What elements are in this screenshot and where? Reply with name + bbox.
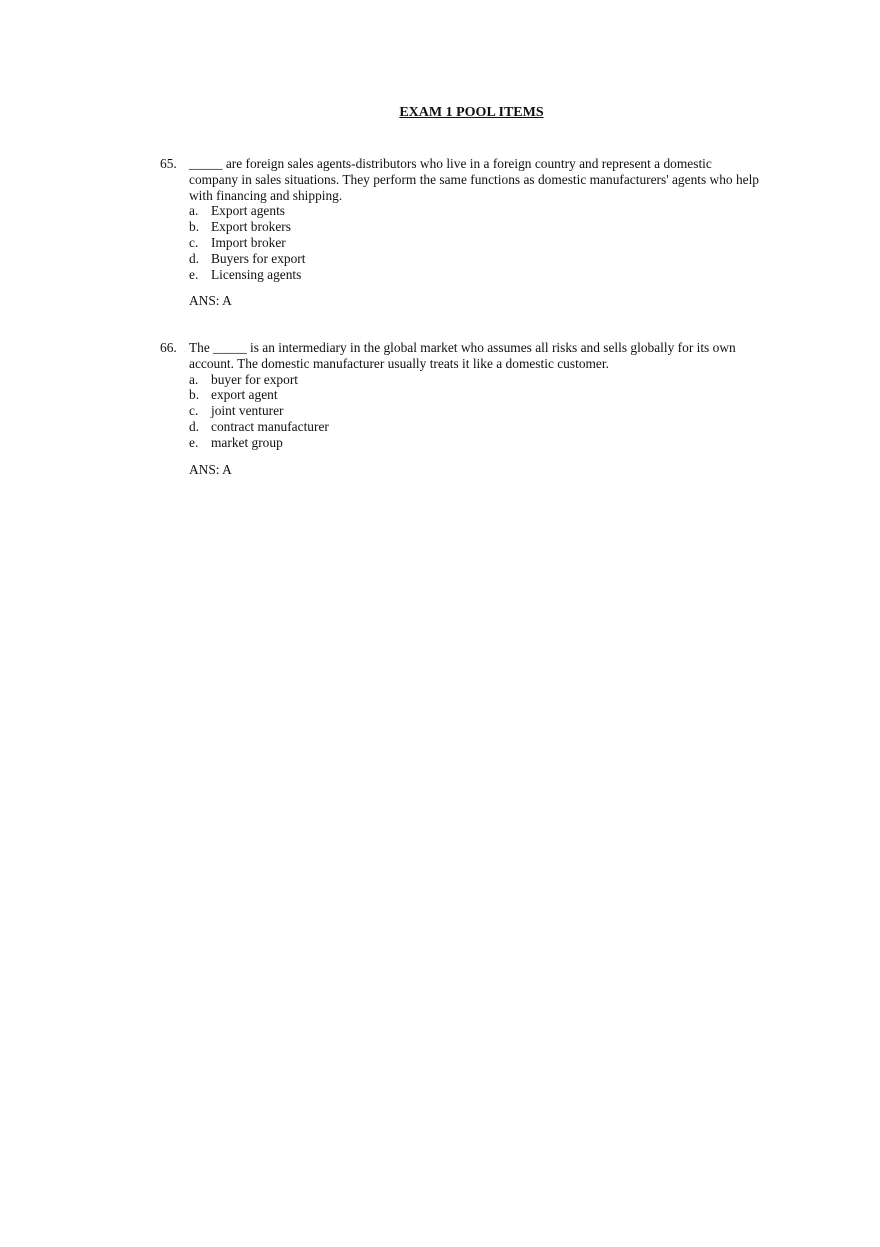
option-b <box>189 387 760 403</box>
option-text: joint venturer <box>211 403 284 419</box>
option-a <box>189 372 760 388</box>
answer-key: ANS: A <box>189 461 232 477</box>
option-c <box>189 403 760 419</box>
option-text: Export agents <box>211 203 286 219</box>
option-letter: a. <box>189 203 199 219</box>
question-number: 65. <box>160 156 177 171</box>
option-text: buyer for export <box>211 371 299 387</box>
option-letter: d. <box>189 418 200 434</box>
option-letter: b. <box>189 219 200 235</box>
document-title: EXAM 1 POOL ITEMS <box>399 105 544 120</box>
question-stem: The _____ is an intermediary in the global market who assumes all risks and sells globally for its own account. The domestic manufacturer usually treats it like a domestic customer. <box>189 340 736 371</box>
option-letter: e. <box>189 434 199 450</box>
answer-key: ANS: A <box>189 293 232 309</box>
question-body <box>189 340 760 477</box>
option-e <box>189 267 760 283</box>
option-text: market group <box>211 434 283 450</box>
option-d <box>189 251 760 267</box>
answer-options <box>189 203 760 282</box>
question-stem: _____ are foreign sales agents-distributors who live in a foreign country and represent a domestic company in sales situations. They perform the same functions as domestic manufacturers' agents who help with financing and shipping. <box>189 156 760 203</box>
option-d <box>189 419 760 435</box>
question-body <box>189 156 760 309</box>
option-text: Export brokers <box>211 219 291 235</box>
option-letter: c. <box>189 403 199 419</box>
option-letter: e. <box>189 266 199 282</box>
question-66 <box>160 340 760 477</box>
option-text: contract manufacturer <box>211 418 329 434</box>
option-text: Licensing agents <box>211 266 302 282</box>
question-number: 66. <box>160 340 177 355</box>
option-e <box>189 435 760 451</box>
option-c <box>189 235 760 251</box>
option-text: Buyers for export <box>211 250 306 266</box>
answer-options <box>189 372 760 451</box>
option-letter: d. <box>189 250 200 266</box>
option-a <box>189 203 760 219</box>
option-letter: a. <box>189 371 199 387</box>
option-b <box>189 219 760 235</box>
option-text: Import broker <box>211 234 286 250</box>
question-65 <box>160 156 760 309</box>
option-text: export agent <box>211 387 278 403</box>
option-letter: b. <box>189 387 200 403</box>
option-letter: c. <box>189 234 199 250</box>
